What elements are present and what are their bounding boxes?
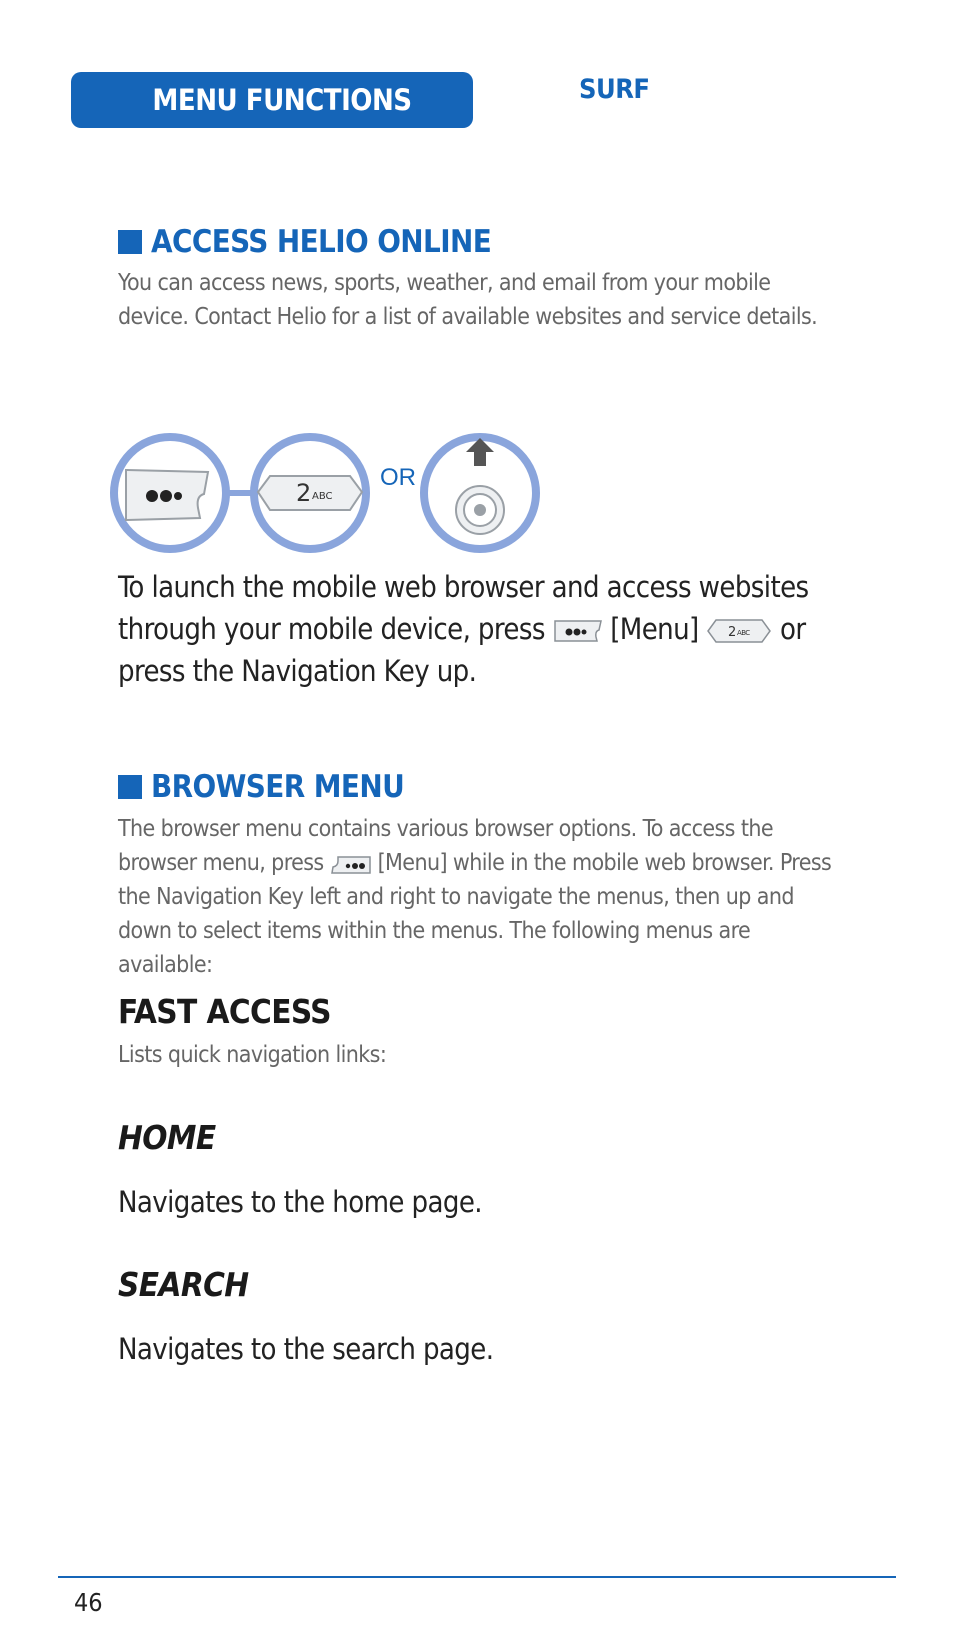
svg-text:2: 2 [728,625,736,640]
launch-instruction [118,566,878,692]
heading-square-icon [118,775,142,799]
instruction-or: or [780,612,806,646]
svg-text:ABC: ABC [312,491,333,502]
browser-heading [118,769,404,805]
menu-key-icon [114,437,226,549]
browser-heading-text: BROWSER MENU [151,769,405,805]
fast-access-title: FAST ACCESS [118,992,331,1031]
heading-square-icon [118,230,142,254]
navigation-key-up-icon [424,437,536,549]
page-number: 46 [74,1588,103,1617]
diagram-or-label: OR [380,464,416,491]
svg-text:2: 2 [296,479,312,507]
svg-text:ABC: ABC [737,629,750,637]
instruction-menu: [Menu] [610,612,699,646]
home-desc: Navigates to the home page. [118,1185,482,1219]
browser-body [118,812,840,982]
menu-key-inline-icon [553,618,603,644]
fast-access-desc: Lists quick navigation links: [118,1042,387,1068]
home-title: HOME [118,1118,216,1157]
search-desc: Navigates to the search page. [118,1332,494,1366]
section-tab [71,72,473,128]
search-title: SEARCH [118,1265,249,1304]
access-heading [118,224,491,260]
browser-body-text-1: The browser menu contains various browser options. To access the browser menu, press [118,816,773,876]
section-tab-label: MENU FUNCTIONS [152,83,412,117]
browser-body-text-2: [Menu] while in the mobile web browser. Press the Navigation Key left and right to navigate the menus, then up and down to select items within the menus. The following menus are available: [118,850,832,978]
two-abc-key-inline-icon [706,616,772,646]
footer-rule [58,1576,896,1578]
instruction-text-1: To launch the mobile web browser and access websites through your mobile device, press [118,570,809,646]
menu-key-inline-icon [330,853,372,875]
access-body: You can access news, sports, weather, and email from your mobile device. Contact Helio for a list of available websites and service details. [118,270,818,330]
instruction-text-2: press the Navigation Key up. [118,654,477,688]
two-abc-key-icon [254,437,366,549]
access-heading-text: ACCESS HELIO ONLINE [151,224,492,260]
subsection-title: SURF [579,74,650,105]
key-press-diagram [110,430,570,560]
